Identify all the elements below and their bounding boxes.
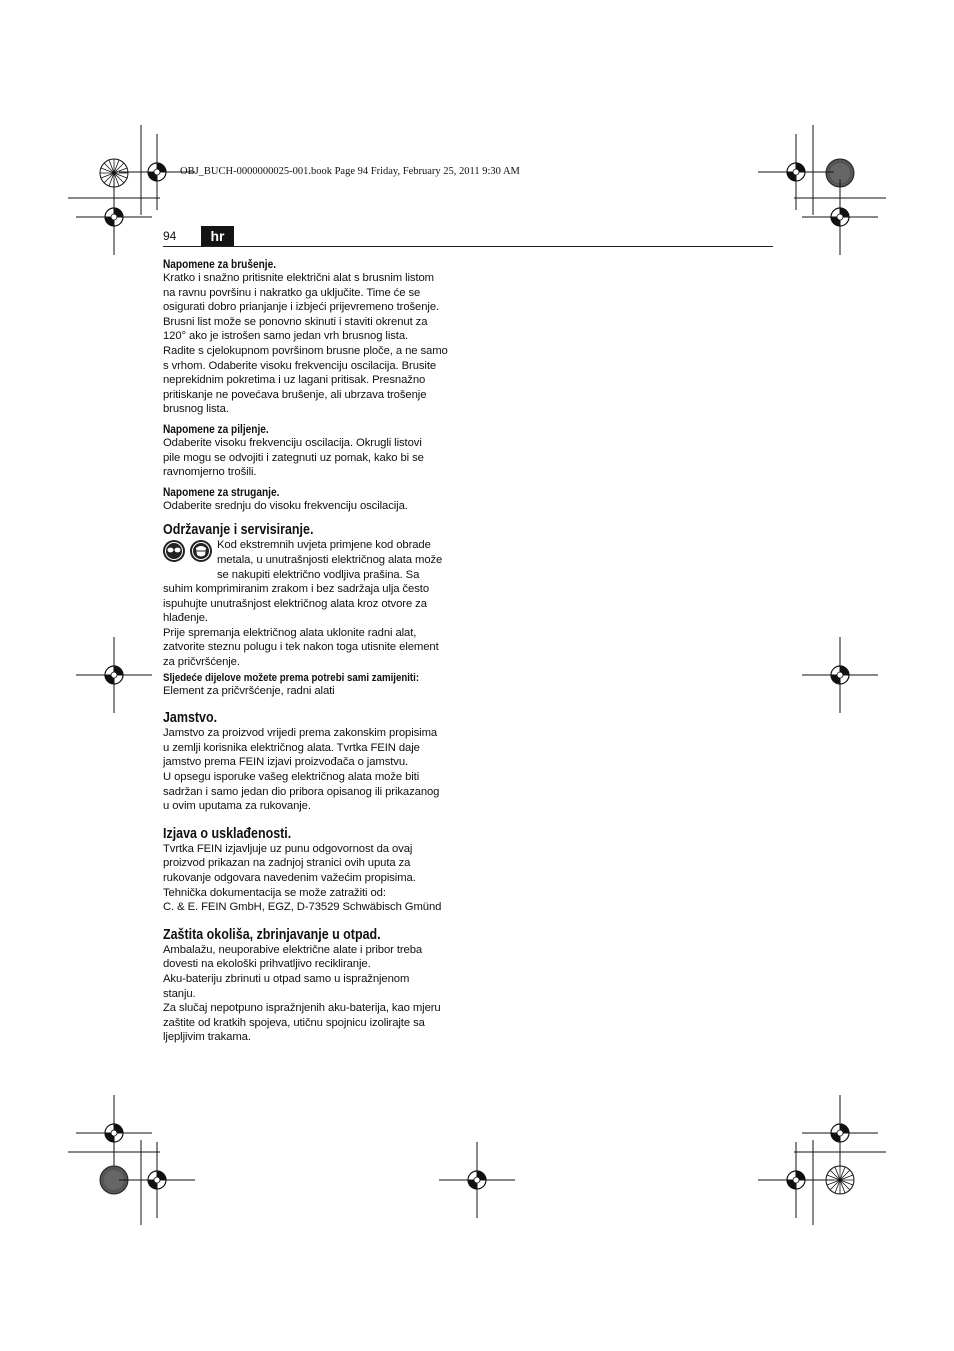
print-info-line: OBJ_BUCH-0000000025-001.book Page 94 Friday, February 25, 2011 9:30 AM xyxy=(180,166,520,177)
heading-odrzavanje: Održavanje i servisiranje. xyxy=(163,522,314,539)
text-line: osigurati dobro prianjanje i izbjeći prijevremeno trošenje. xyxy=(163,301,440,314)
subtitle-replaceable-parts: Sljedeće dijelove možete prema potrebi sami zamijeniti: xyxy=(163,671,420,684)
text-line: Prije spremanja električnog alata uklonite radni alat, xyxy=(163,626,417,639)
text-line: ravnomjerno trošili. xyxy=(163,466,257,479)
text-line: ispuhujte unutrašnjost električnog alata kroz otvore za xyxy=(163,597,427,610)
text-line: zatvorite steznu polugu i tek nakon toga utisnite element xyxy=(163,641,439,654)
heading-zastita: Zaštita okoliša, zbrinjavanje u otpad. xyxy=(163,926,381,943)
text-line: U opsegu isporuke vašeg električnog alata može biti xyxy=(163,771,420,784)
text-line: Odaberite visoku frekvenciju oscilacija. Okrugli listovi xyxy=(163,436,422,449)
safety-icons xyxy=(163,539,215,563)
text-line: na ravnu površinu i nakratko ga uključite. Time će se xyxy=(163,286,421,299)
paragraph xyxy=(163,944,461,972)
paragraph xyxy=(163,437,461,480)
dust-mask-icon xyxy=(190,540,212,562)
text-line: u ovim uputama za rukovanje. xyxy=(163,800,311,813)
section-title-struganje: Napomene za struganje. xyxy=(163,486,280,499)
text-line: suhim komprimiranim zrakom i bez sadržaja ulja često xyxy=(163,583,430,596)
paragraph xyxy=(163,583,461,626)
text-line: zaštite od kratkih spojeva, utičnu spojnicu izolirajte sa xyxy=(163,1016,425,1029)
text-column xyxy=(163,258,461,1046)
text-line: C. & E. FEIN GmbH, EGZ, D-73529 Schwäbisch Gmünd xyxy=(163,901,442,914)
text-line: brusnog lista. xyxy=(163,403,229,416)
paragraph xyxy=(163,843,461,886)
text-line: pile mogu se odvojiti i zategnuti uz pomak, kako bi se xyxy=(163,451,424,464)
paragraph xyxy=(163,727,461,770)
text-line: ljepljivim trakama. xyxy=(163,1031,251,1044)
text-line: Element za pričvršćenje, radni alati xyxy=(163,684,335,697)
paragraph xyxy=(163,316,461,344)
warning-icon-block xyxy=(163,539,461,582)
text-line: u zemlji korisnika električnog alata. Tvrtka FEIN daje xyxy=(163,741,420,754)
text-line: Ambalažu, neuporabive električne alate i pribor treba xyxy=(163,943,423,956)
text-line: Jamstvo za proizvod vrijedi prema zakonskim propisima xyxy=(163,727,438,740)
paragraph xyxy=(163,973,461,1001)
text-line: Za slučaj nepotpuno ispražnjenih aku-baterija, kao mjeru xyxy=(163,1002,441,1015)
section-title-piljenje: Napomene za piljenje. xyxy=(163,423,269,436)
text-line: Odaberite srednju do visoku frekvenciju oscilacija. xyxy=(163,499,408,512)
text-line: neprekidnim pokretima i uz lagani pritisak. Presnažno xyxy=(163,374,426,387)
text-line: rukovanje odgovara navedenim važećim propisima. xyxy=(163,872,416,884)
heading-jamstvo: Jamstvo. xyxy=(163,710,218,727)
text-line: Radite s cjelokupnom površinom brusne ploče, a ne samo xyxy=(163,344,448,357)
section-title-brusenje: Napomene za brušenje. xyxy=(163,259,277,271)
text-line: Brusni list može se ponovno skinuti i staviti okrenut za xyxy=(163,315,428,328)
paragraph xyxy=(163,771,461,814)
paragraph xyxy=(163,345,461,417)
text-line: hlađenje. xyxy=(163,612,208,625)
page-number: 94 xyxy=(163,229,177,243)
paragraph xyxy=(163,627,461,670)
heading-izjava: Izjava o usklađenosti. xyxy=(163,825,292,842)
text-line: stanju. xyxy=(163,987,196,1000)
text-line: metala, u unutrašnjosti električnog alata može xyxy=(217,553,443,566)
language-tab: hr xyxy=(201,226,234,246)
text-line: s vrhom. Odaberite visoku frekvenciju oscilacija. Brusite xyxy=(163,359,437,372)
header-rule xyxy=(163,246,773,247)
text-line: pritiskanje ne povećava brušenje, ali ubrzava trošenje xyxy=(163,388,427,401)
text-line: 120° ako je istrošen samo jedan vrh brusnog lista. xyxy=(163,330,409,343)
text-line: jamstvo prema FEIN izjavi proizvođača o jamstvu. xyxy=(163,756,409,769)
text-line: Tehnička dokumentacija se može zatražiti od: xyxy=(163,886,386,899)
paragraph xyxy=(163,1002,461,1045)
text-line: za pričvršćenje. xyxy=(163,656,240,669)
text-line: dovesti na ekološki prihvatljivo recikliranje. xyxy=(163,958,371,971)
paragraph xyxy=(163,887,461,915)
text-line: Kod ekstremnih uvjeta primjene kod obrade xyxy=(217,539,431,552)
text-line: Tvrtka FEIN izjavljuje uz punu odgovornost da ovaj xyxy=(163,842,413,855)
goggles-icon xyxy=(163,540,185,562)
text-line: sadržan i samo jedan dio pribora opisanog ili prikazanog xyxy=(163,785,440,798)
text-line: Kratko i snažno pritisnite električni alat s brusnim listom xyxy=(163,272,434,284)
text-line: se nakupiti električno vodljiva prašina. Sa xyxy=(217,568,420,581)
text-line: Aku-bateriju zbrinuti u otpad samo u ispražnjenom xyxy=(163,972,410,985)
text-line: proizvod prikazan na zadnjoj stranici ovih uputa za xyxy=(163,857,411,870)
paragraph xyxy=(163,272,461,315)
